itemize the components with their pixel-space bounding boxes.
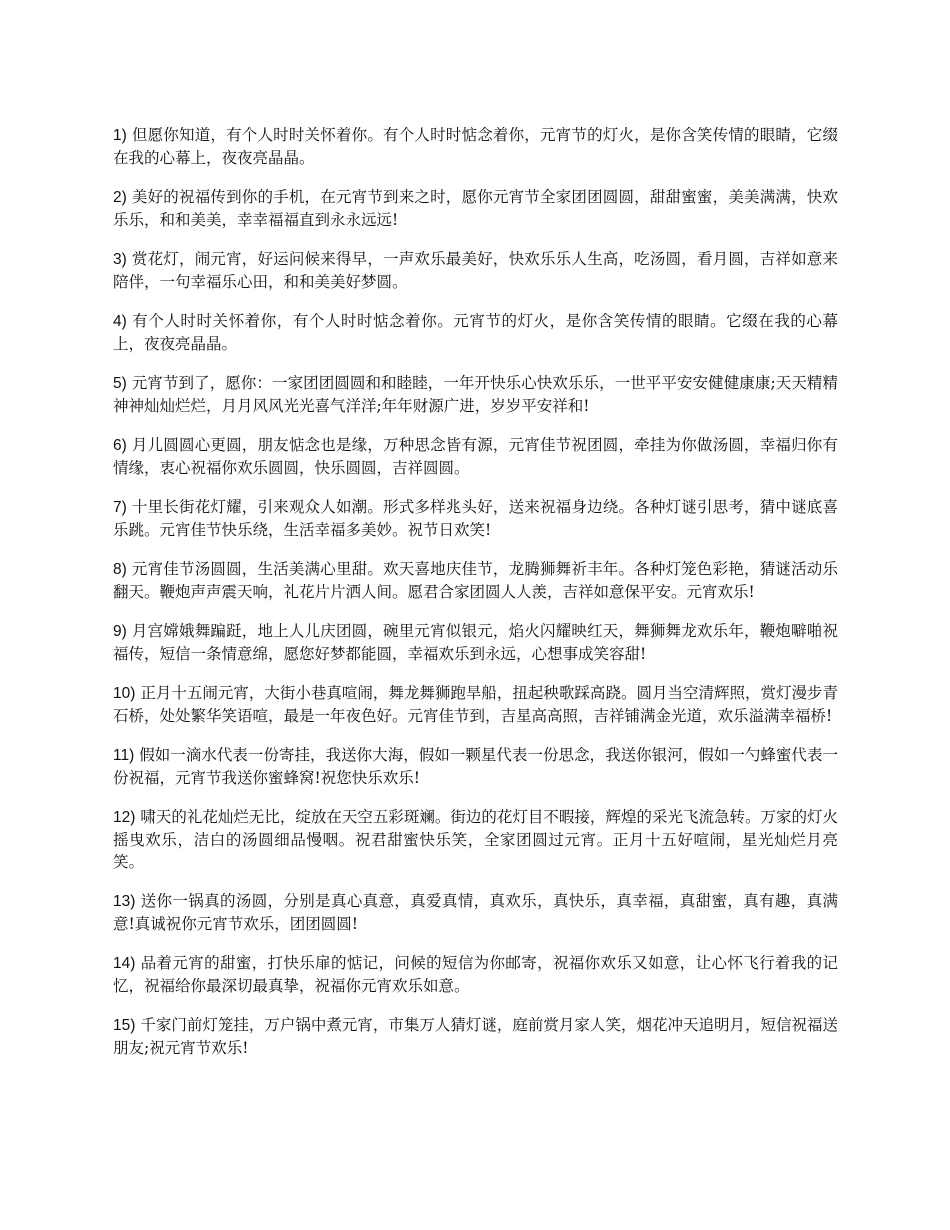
list-item bbox=[113, 372, 838, 417]
item-number: 7) bbox=[113, 499, 127, 516]
item-number: 11) bbox=[113, 747, 135, 764]
list-item bbox=[113, 186, 838, 231]
item-text: 啸天的礼花灿烂无比，绽放在天空五彩斑斓。街边的花灯目不暇接，辉煌的采光飞流急转。万家的灯火摇曳欢乐，洁白的汤圆细品慢咽。祝君甜蜜快乐笑，全家团圆过元宵。正月十五好喧闹，星光灿烂月亮笑。 bbox=[113, 808, 838, 871]
item-text: 月儿圆圆心更圆，朋友惦念也是缘，万种思念皆有源，元宵佳节祝团圆，牵挂为你做汤圆，幸福归你有情缘，衷心祝福你欢乐圆圆，快乐圆圆，吉祥圆圆。 bbox=[113, 436, 838, 477]
item-number: 12) bbox=[113, 809, 136, 826]
list-item bbox=[113, 682, 838, 727]
item-text: 元宵佳节汤圆圆，生活美满心里甜。欢天喜地庆佳节，龙腾狮舞祈丰年。各种灯笼色彩艳，猜谜活动乐翻天。鞭炮声声震天响，礼花片片洒人间。愿君合家团圆人人羡，吉祥如意保平安。元宵欢乐! bbox=[113, 560, 838, 601]
item-text: 美好的祝福传到你的手机，在元宵节到来之时，愿你元宵节全家团团圆圆，甜甜蜜蜜，美美满满，快欢乐乐，和和美美，幸幸福福直到永永远远! bbox=[113, 188, 838, 229]
list-item bbox=[113, 890, 838, 935]
item-text: 元宵节到了，愿你：一家团团圆圆和和睦睦，一年开快乐心快欢乐乐，一世平平安安健健康康;天天精精神神灿灿烂烂，月月风风光光喜气洋洋;年年财源广进，岁岁平安祥和! bbox=[113, 374, 838, 415]
item-text: 但愿你知道，有个人时时关怀着你。有个人时时惦念着你，元宵节的灯火，是你含笑传情的眼睛，它缀在我的心幕上，夜夜亮晶晶。 bbox=[113, 126, 838, 167]
list-item bbox=[113, 806, 838, 873]
item-number: 6) bbox=[113, 437, 127, 454]
item-number: 1) bbox=[113, 127, 127, 144]
item-number: 5) bbox=[113, 375, 127, 392]
item-number: 3) bbox=[113, 251, 127, 268]
list-item bbox=[113, 620, 838, 665]
item-number: 9) bbox=[113, 623, 127, 640]
list-item bbox=[113, 1014, 838, 1059]
item-text: 有个人时时关怀着你，有个人时时惦念着你。元宵节的灯火，是你含笑传情的眼睛。它缀在我的心幕上，夜夜亮晶晶。 bbox=[113, 312, 838, 353]
item-text: 千家门前灯笼挂，万户锅中煮元宵，市集万人猜灯谜，庭前赏月家人笑，烟花冲天追明月，短信祝福送朋友;祝元宵节欢乐! bbox=[113, 1016, 838, 1057]
item-text: 十里长街花灯耀，引来观众人如潮。形式多样兆头好，送来祝福身边绕。各种灯谜引思考，猜中谜底喜乐跳。元宵佳节快乐绕，生活幸福多美妙。祝节日欢笑! bbox=[113, 498, 838, 539]
item-number: 15) bbox=[113, 1017, 136, 1034]
list-item bbox=[113, 124, 838, 169]
item-text: 赏花灯，闹元宵，好运问候来得早，一声欢乐最美好，快欢乐乐人生高，吃汤圆，看月圆，吉祥如意来陪伴，一句幸福乐心田，和和美美好梦圆。 bbox=[113, 250, 838, 291]
item-number: 10) bbox=[113, 685, 136, 702]
item-text: 送你一锅真的汤圆，分别是真心真意，真爱真情，真欢乐，真快乐，真幸福，真甜蜜，真有趣，真满意!真诚祝你元宵节欢乐，团团圆圆! bbox=[113, 892, 838, 933]
item-text: 月宫嫦娥舞蹁跹，地上人儿庆团圆，碗里元宵似银元，焰火闪耀映红天，舞狮舞龙欢乐年，鞭炮噼啪祝福传，短信一条情意绵，愿您好梦都能圆，幸福欢乐到永远，心想事成笑容甜! bbox=[113, 622, 838, 663]
item-number: 14) bbox=[113, 955, 136, 972]
item-number: 13) bbox=[113, 893, 136, 910]
item-number: 8) bbox=[113, 561, 127, 578]
item-number: 2) bbox=[113, 189, 127, 206]
list-item bbox=[113, 744, 838, 789]
list-item bbox=[113, 434, 838, 479]
item-text: 正月十五闹元宵，大街小巷真喧闹，舞龙舞狮跑旱船，扭起秧歌踩高跷。圆月当空清辉照，赏灯漫步青石桥，处处繁华笑语喧，最是一年夜色好。元宵佳节到，吉星高高照，吉祥铺满金光道，欢乐溢满幸福桥! bbox=[113, 684, 838, 725]
item-number: 4) bbox=[113, 313, 127, 330]
item-text: 品着元宵的甜蜜，打快乐扉的惦记，问候的短信为你邮寄，祝福你欢乐又如意，让心怀飞行着我的记忆，祝福给你最深切最真挚，祝福你元宵欢乐如意。 bbox=[113, 954, 838, 995]
list-item bbox=[113, 310, 838, 355]
list-item bbox=[113, 558, 838, 603]
item-text: 假如一滴水代表一份寄挂，我送你大海，假如一颗星代表一份思念，我送你银河，假如一勺蜂蜜代表一份祝福，元宵节我送你蜜蜂窝!祝您快乐欢乐! bbox=[113, 746, 838, 787]
list-item bbox=[113, 952, 838, 997]
list-item bbox=[113, 248, 838, 293]
list-item bbox=[113, 496, 838, 541]
